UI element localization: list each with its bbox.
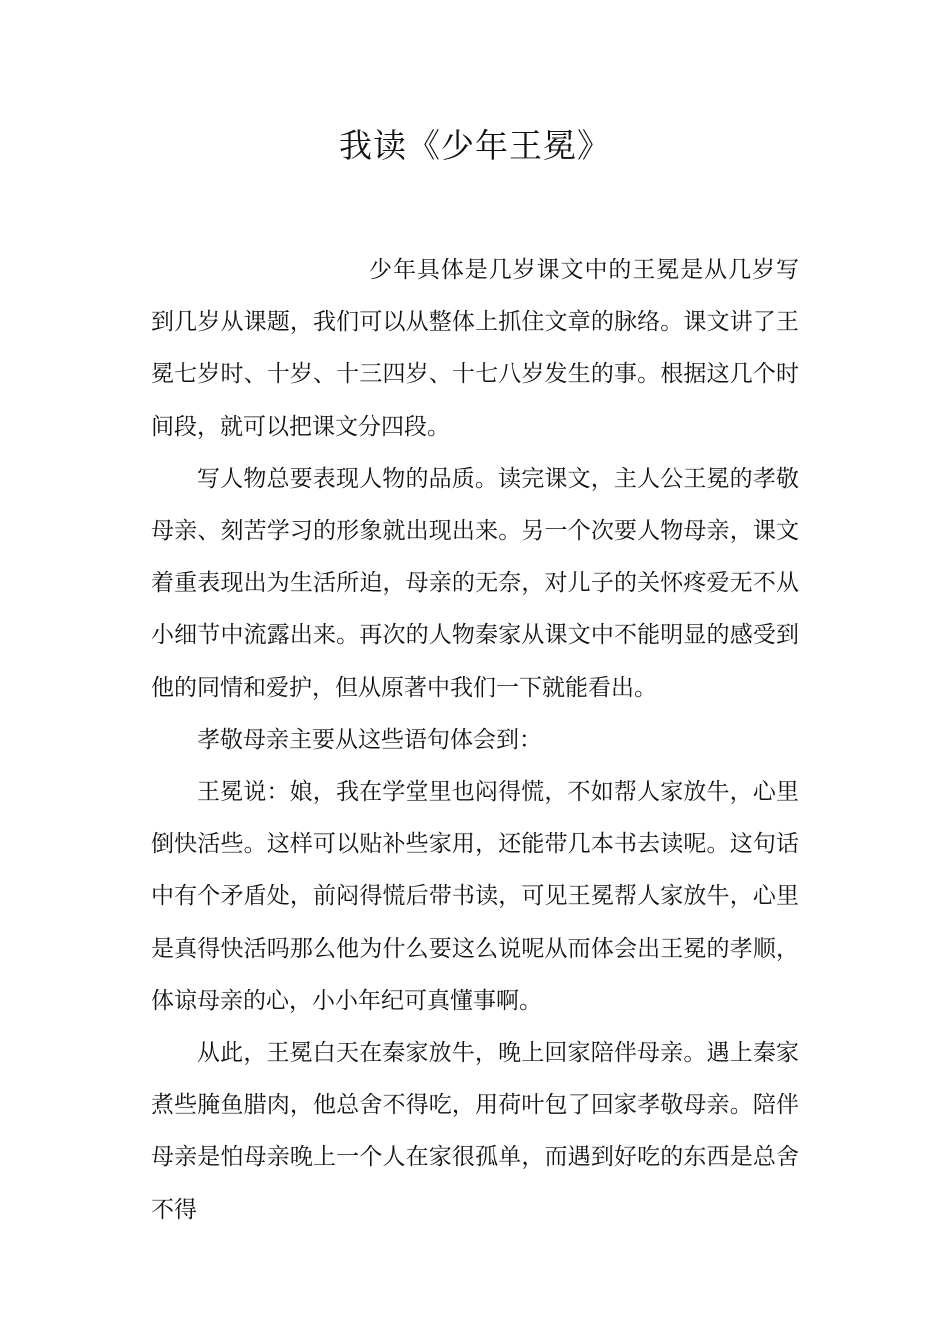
paragraph-1: 少年具体是几岁课文中的王冕是从几岁写到几岁从课题，我们可以从整体上抓住文章的脉络。课文讲了王冕七岁时、十岁、十三四岁、十七八岁发生的事。根据这几个时间段，就可以把课文分四段。	[151, 257, 799, 440]
paragraph-2: 写人物总要表现人物的品质。读完课文，主人公王冕的孝敬母亲、刻苦学习的形象就出现出来。另一个次要人物母亲，课文着重表现出为生活所迫，母亲的无奈，对儿子的关怀疼爱无不从小细节中流露出来。再次的人物秦家从课文中不能明显的感受到他的同情和爱护，但从原著中我们一下就能看出。	[151, 465, 799, 701]
paragraph-4: 王冕说：娘，我在学堂里也闷得慌，不如帮人家放牛，心里倒快活些。这样可以贴补些家用，还能带几本书去读呢。这句话中有个矛盾处，前闷得慌后带书读，可见王冕帮人家放牛，心里是真得快活吗那么他为什么要这么说呢从而体会出王冕的孝顺，体谅母亲的心，小小年纪可真懂事啊。	[151, 779, 799, 1014]
paragraph-3: 孝敬母亲主要从这些语句体会到：	[197, 726, 542, 753]
document-title: 我读《少年王冕》	[339, 126, 611, 165]
paragraph-5: 从此，王冕白天在秦家放牛，晚上回家陪伴母亲。遇上秦家煮些腌鱼腊肉，他总舍不得吃，用荷叶包了回家孝敬母亲。陪伴母亲是怕母亲晚上一个人在家很孤单，而遇到好吃的东西是总舍不得	[151, 1040, 799, 1223]
document-body	[151, 244, 799, 1236]
